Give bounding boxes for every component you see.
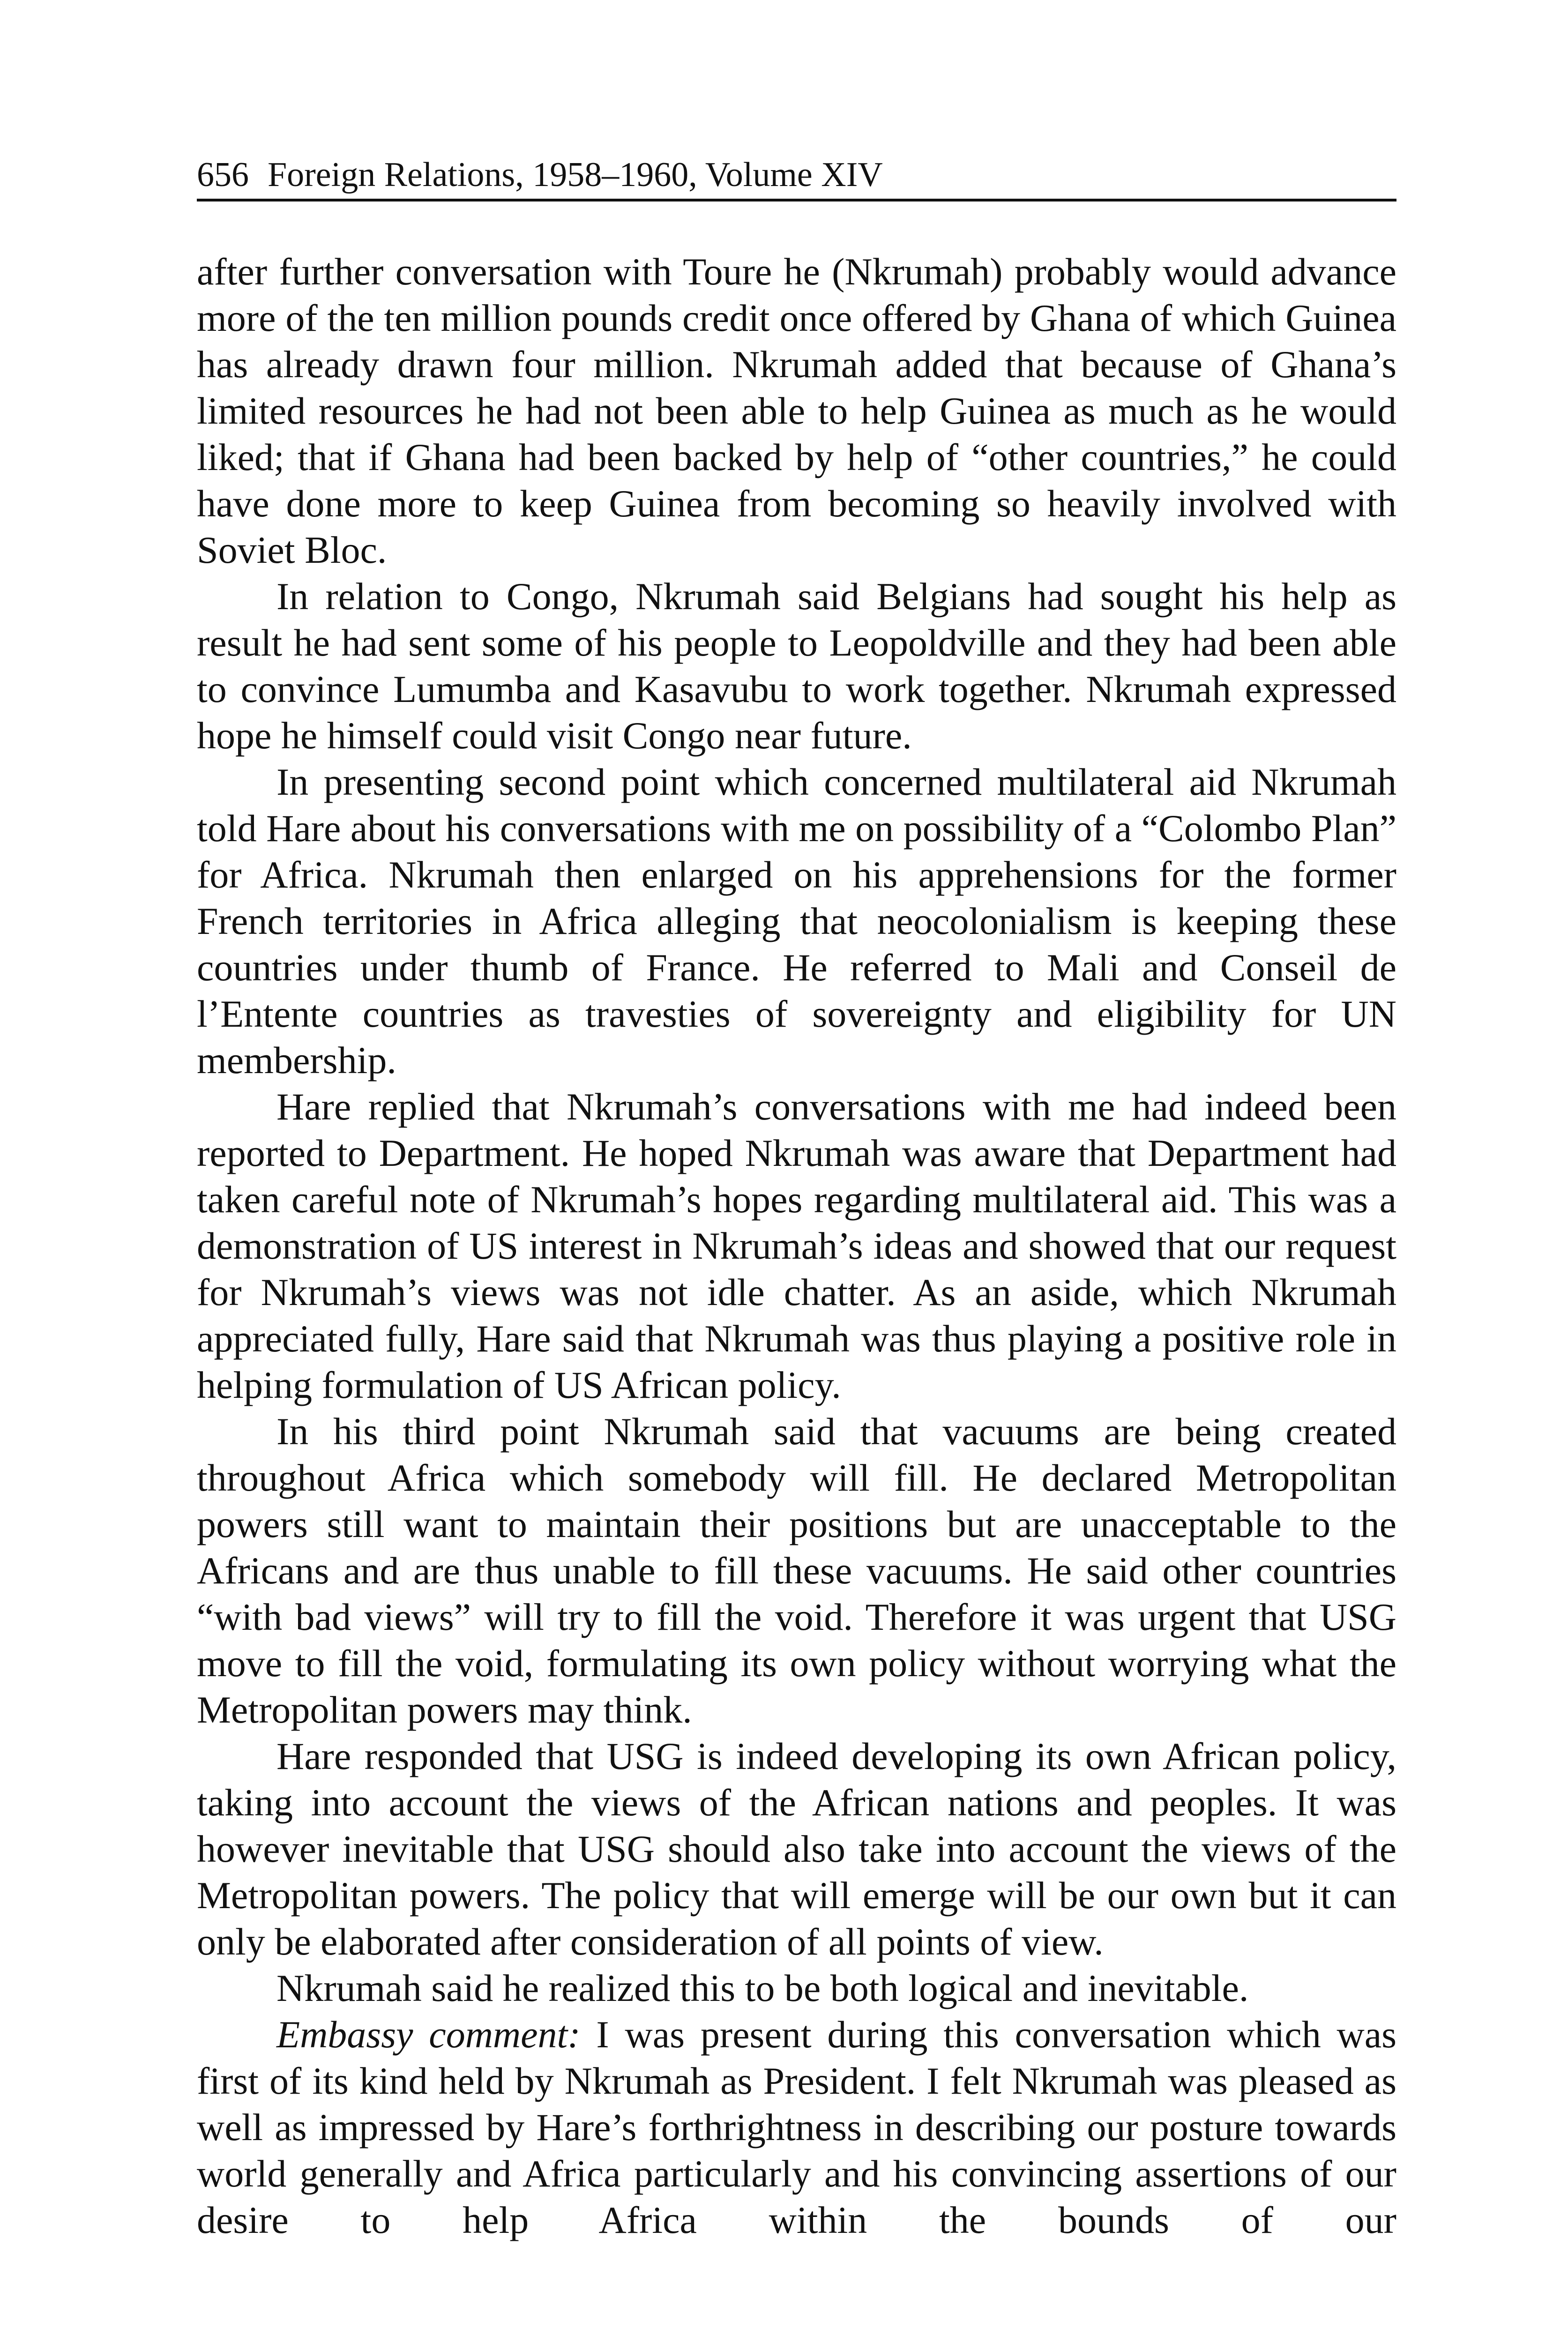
running-head-title: Foreign Relations, 1958–1960, Volume XIV [268, 156, 883, 194]
embassy-comment-text: I was present during this conversation which was first of its kind held by Nkrumah as President. I felt Nkrumah was pleased as well as impressed by Hare’s forthrightness in describing our posture towards world generally and Africa particularly and his convincing assertions of our desire to help Africa within the bounds of our [197, 2013, 1397, 2241]
paragraph-8 [197, 2011, 1396, 2243]
paragraph-4: Hare replied that Nkrumah’s conversations with me had indeed been reported to Department. He hoped Nkrumah was aware that Department had taken careful note of Nkrumah’s hopes regarding multilateral aid. This was a demonstration of US interest in Nkrumah’s ideas and showed that our request for Nkrumah’s views was not idle chatter. As an aside, which Nkrumah appreciated fully, Hare said that Nkrumah was thus playing a positive role in helping formulation of US African policy. [197, 1085, 1396, 1406]
embassy-comment-label: Embassy comment: [276, 2013, 581, 2056]
paragraph-6: Hare responded that USG is indeed developing its own African policy, taking into account the views of the African nations and peoples. It was however inevitable that USG should also take into account the views of the Metropolitan powers. The policy that will emerge will be our own but it can only be elaborated after consideration of all points of view. [197, 1735, 1396, 1963]
running-head [197, 149, 1396, 201]
running-head-rule [197, 199, 1396, 201]
paragraph-2: In relation to Congo, Nkrumah said Belgians had sought his help as result he had sent some of his people to Leopoldville and they had been able to convince Lumumba and Kasavubu to work together. Nkrumah expressed hope he himself could visit Congo near future. [197, 575, 1396, 757]
paragraph-5: In his third point Nkrumah said that vacuums are being created throughout Africa which somebody will fill. He declared Metropolitan powers still want to maintain their positions but are unacceptable to the Africans and are thus unable to fill these vacuums. He said other countries “with bad views” will try to fill the void. Therefore it was urgent that USG move to fill the void, formulating its own policy without worrying what the Metropolitan powers may think. [197, 1410, 1396, 1731]
body-text [197, 248, 1396, 2243]
page-number: 656 [197, 156, 249, 194]
paragraph-3: In presenting second point which concerned multilateral aid Nkrumah told Hare about his conversations with me on possibility of a “Colombo Plan” for Africa. Nkrumah then enlarged on his apprehensions for the former French territories in Africa alleging that neocolonialism is keeping these countries under thumb of France. He referred to Mali and Conseil de l’Entente countries as travesties of sovereignty and eligibility for UN membership. [197, 761, 1396, 1082]
paragraph-7: Nkrumah said he realized this to be both logical and inevitable. [276, 1967, 1249, 2009]
paragraph-1: after further conversation with Toure he (Nkrumah) probably would advance more of the ten million pounds credit once offered by Ghana of which Guinea has already drawn four million. Nkrumah added that because of Ghana’s limited resources he had not been able to help Guinea as much as he would liked; that if Ghana had been backed by help of “other countries,” he could have done more to keep Guinea from becoming so heavily involved with Soviet Bloc. [197, 250, 1396, 571]
